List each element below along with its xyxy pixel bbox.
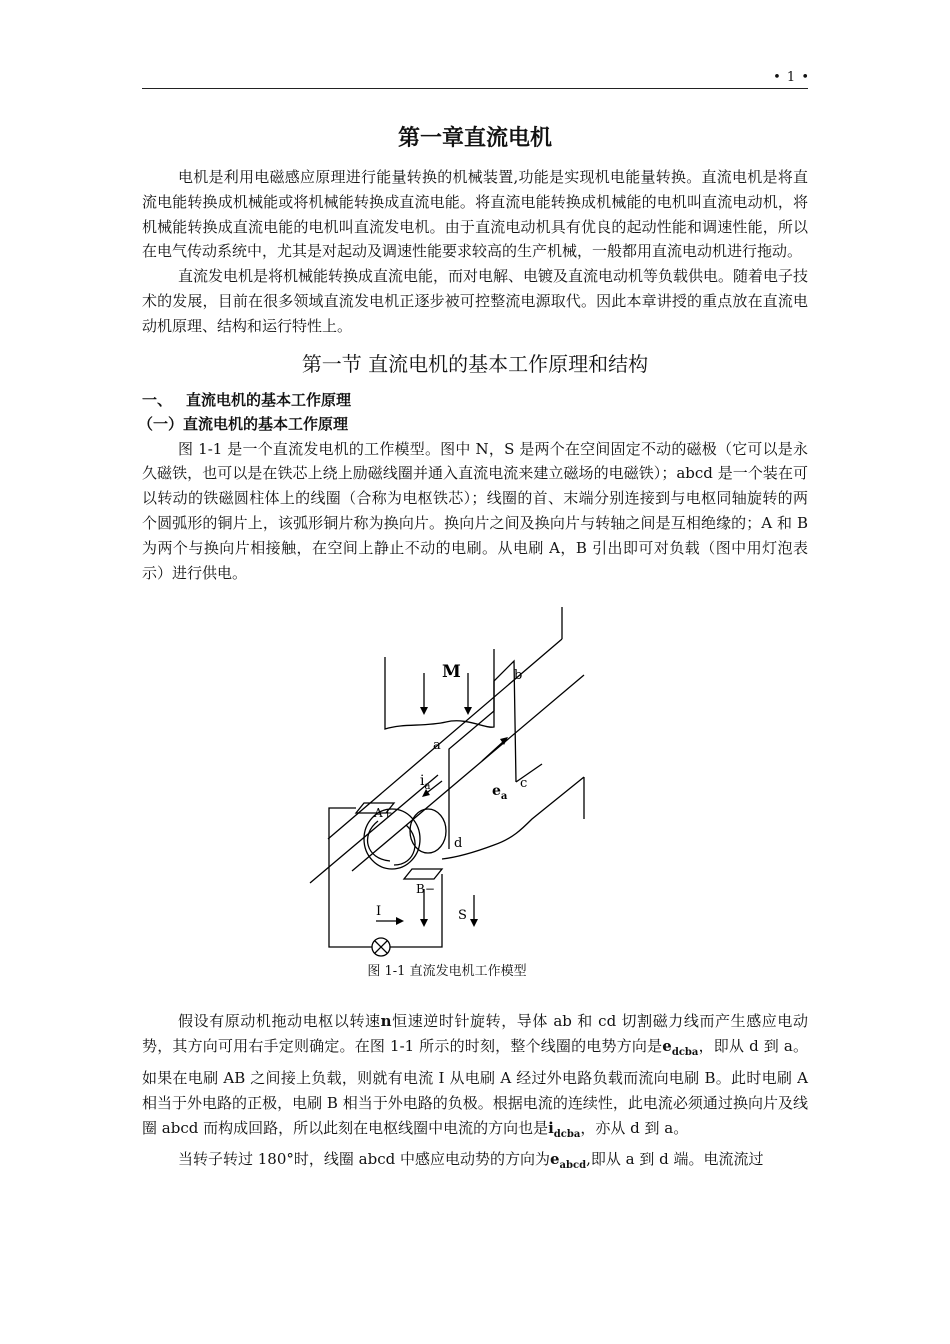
label-ia: $i_a$ <box>420 773 431 793</box>
label-brush-a: A+ <box>374 806 393 821</box>
label-brush-b: B− <box>416 882 435 897</box>
label-m: M <box>442 662 461 683</box>
subsection-heading <box>142 388 808 413</box>
label-d: d <box>454 836 463 852</box>
lamp-cross <box>375 941 387 953</box>
paragraph-rotation: 假设有原动机拖动电枢以转速n恒速逆时针旋转，导体 ab 和 cd 切割磁力线而产生感应电动势，其方向可用右手定则确定。在图 1-1 所示的时刻，整个线圈的电势方向是$e_{dcba}$，即从 d 到 a。如果在电刷 AB 之间接上负载，则就有电流 I 从电刷 A 经过外电路负载而流向电刷 B。此时电刷 A 相当于外电路的正极，电刷 B 相当于外电路的负极。根据电流的连续性，此电流必须通过换向片及线圈 abcd 而构成回路，所以此刻在电枢线圈中电流的方向也是$i_{dcba}$，亦从 d 到 a。 <box>142 1012 808 1140</box>
intro-paragraph-1: 电机是利用电磁感应原理进行能量转换的机械装置,功能是实现机电能量转换。直流电机是将直流电能转换成机械能或将机械能转换成直流电能。将直流电能转换成机械能的电机叫直流电动机，将机械能转换成直流电能的电机叫直流发电机。由于直流电动机具有优良的起动性能和调速性能，所以在电气传动系统中，尤其是对起动及调速性能要求较高的生产机械，一般都用直流电动机进行拖动。 <box>142 168 808 261</box>
brush-b <box>404 869 442 879</box>
page-number: • 1 • <box>773 70 810 85</box>
upper-pole-outline <box>385 649 494 729</box>
intro-paragraph-2: 直流发电机是将机械能转换成直流电能，而对电解、电镀及直流电动机等负载供电。随着电子技术的发展，目前在很多领域直流发电机正逐步被可控整流电源取代。因此本章讲授的重点放在直流电动机原理、结构和运行特性上。 <box>142 267 809 335</box>
label-ea: $e_a$ <box>492 783 508 803</box>
page-content <box>138 122 809 1179</box>
figure-dc-generator-model <box>142 589 808 999</box>
subsubsection-heading: （一）直流电机的基本工作原理 <box>138 415 349 434</box>
header-rule <box>142 88 808 89</box>
generator-diagram <box>142 589 808 969</box>
lower-pole-outline <box>442 777 584 859</box>
label-b: b <box>514 668 523 684</box>
paragraph-180-degree: 当转子转过 180°时，线圈 abcd 中感应电动势的方向为$e_{abcd}$,即从 a 到 d 端。电流流过 <box>178 1150 764 1172</box>
label-current-i: I <box>376 904 382 920</box>
label-s: S <box>458 908 467 924</box>
figure-caption: 图 1-1 直流发电机工作模型 <box>367 964 527 980</box>
armature-end-face <box>410 809 446 853</box>
subsection-title: 直流电机的基本工作原理 <box>186 390 352 409</box>
coil-side-a <box>449 711 494 799</box>
coil-side-b <box>494 661 516 782</box>
subsection-number: 一、 <box>142 390 173 409</box>
figure-intro-paragraph: 图 1-1 是一个直流发电机的工作模型。图中 N，S 是两个在空间固定不动的磁极（它可以是永久磁铁，也可以是在铁芯上绕上励磁线圈并通入直流电流来建立磁场的电磁铁）；abcd 是一个装在可以转动的铁磁圆柱体上的线圈（合称为电枢铁芯）；线圈的首、末端分别连接到与电枢同轴旋转的两个圆弧形的铜片上，该弧形铜片称为换向片。换向片之间及换向片与转轴之间是互相绝缘的；A 和 B 为两个与换向片相接触，在空间上静止不动的电刷。从电刷 A，B 引出即可对负载（图中用灯泡表示）进行供电。 <box>142 439 808 582</box>
commutator-segment-2 <box>394 825 415 865</box>
label-c: c <box>520 776 528 792</box>
chapter-title: 第一章直流电机 <box>397 126 552 151</box>
label-a: a <box>433 738 441 754</box>
emf-arrow-ea <box>482 741 504 761</box>
section-title: 第一节 直流电机的基本工作原理和结构 <box>301 351 649 376</box>
